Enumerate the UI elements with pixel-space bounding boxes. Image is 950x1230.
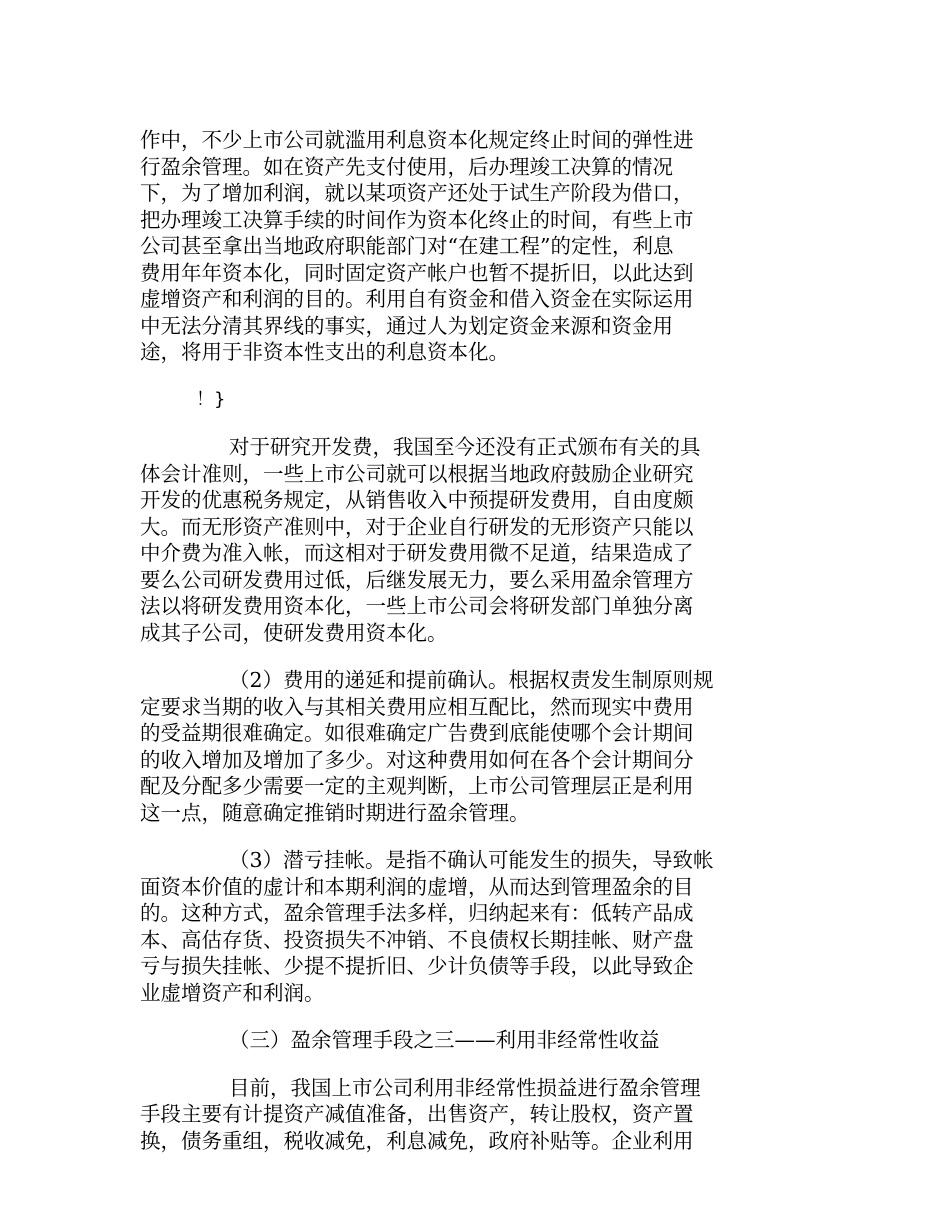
stray-symbols: ！}: [196, 388, 226, 410]
paragraph-rd-expense: 对于研究开发费，我国至今还没有正式颁布有关的具 体会计准则，一些上市公司就可以根据当地政府鼓励企业研究 开发的优惠税务规定，从销售收入中预提研发费用，自由度颇 大。而无形资产准则中，对于企业自行研发的无形资产只能以 中介费为准入帐，而这相对于研发费用微不足道，结果造成了 要么公司研发费用过低，后继发展无力，要么采用盈余管理方 法以将研发费用资本化，一些上市公司会将研发部门单独分离 成其子公司，使研发费用资本化。: [140, 435, 701, 645]
document-body: [140, 127, 745, 1175]
paragraph-nonrecurring-gains: 目前，我国上市公司利用非经常性损益进行盈余管理 手段主要有计提资产减值准备，出售资产，转让股权，资产置 换，债务重组，税收减免，利息减免，政府补贴等。企业利用: [140, 1075, 701, 1153]
paragraph-interest-capitalization: 作中，不少上市公司就滥用利息资本化规定终止时间的弹性进 行盈余管理。如在资产先支付使用，后办理竣工决算的情况 下，为了增加利润，就以某项资产还处于试生产阶段为借口， 把办理竣工决算手续的时间作为资本化终止的时间，有些上市 公司甚至拿出当地政府职能部门对“在建工程”的定性，利息 费用年年资本化，同时固定资产帐户也暂不提折旧，以此达到 虚增资产和利润的目的。利用自有资金和借入资金在实际运用 中无法分清其界线的事实，通过人为划定资金来源和资金用 途，将用于非资本性支出的利息资本化。: [140, 128, 694, 364]
section-heading: （三）盈余管理手段之三——利用非经常性收益: [229, 1028, 660, 1052]
paragraph-hidden-losses: （3）潜亏挂帐。是指不确认可能发生的损失，导致帐 面资本价值的虚计和本期利润的虚增，从而达到管理盈余的目 的。这种方式，盈余管理手法多样，归纳起来有：低转产品成 本、高估存货、投资损失不冲销、不良债权长期挂帐、财产盘 亏与损失挂帐、少提不提折旧、少计负债等手段，以此导致企 业虚增资产和利润。: [140, 848, 714, 1005]
paragraph-expense-deferral: （2）费用的递延和提前确认。根据权责发生制原则规 定要求当期的收入与其相关费用应相互配比，然而现实中费用 的受益期很难确定。如很难确定广告费到底能使哪个会计期间 的收入增加及增加了多少。对这种费用如何在各个会计期间分 配及分配多少需要一定的主观判断，上市公司管理层正是利用 这一点，随意确定推销时期进行盈余管理。: [140, 668, 714, 825]
